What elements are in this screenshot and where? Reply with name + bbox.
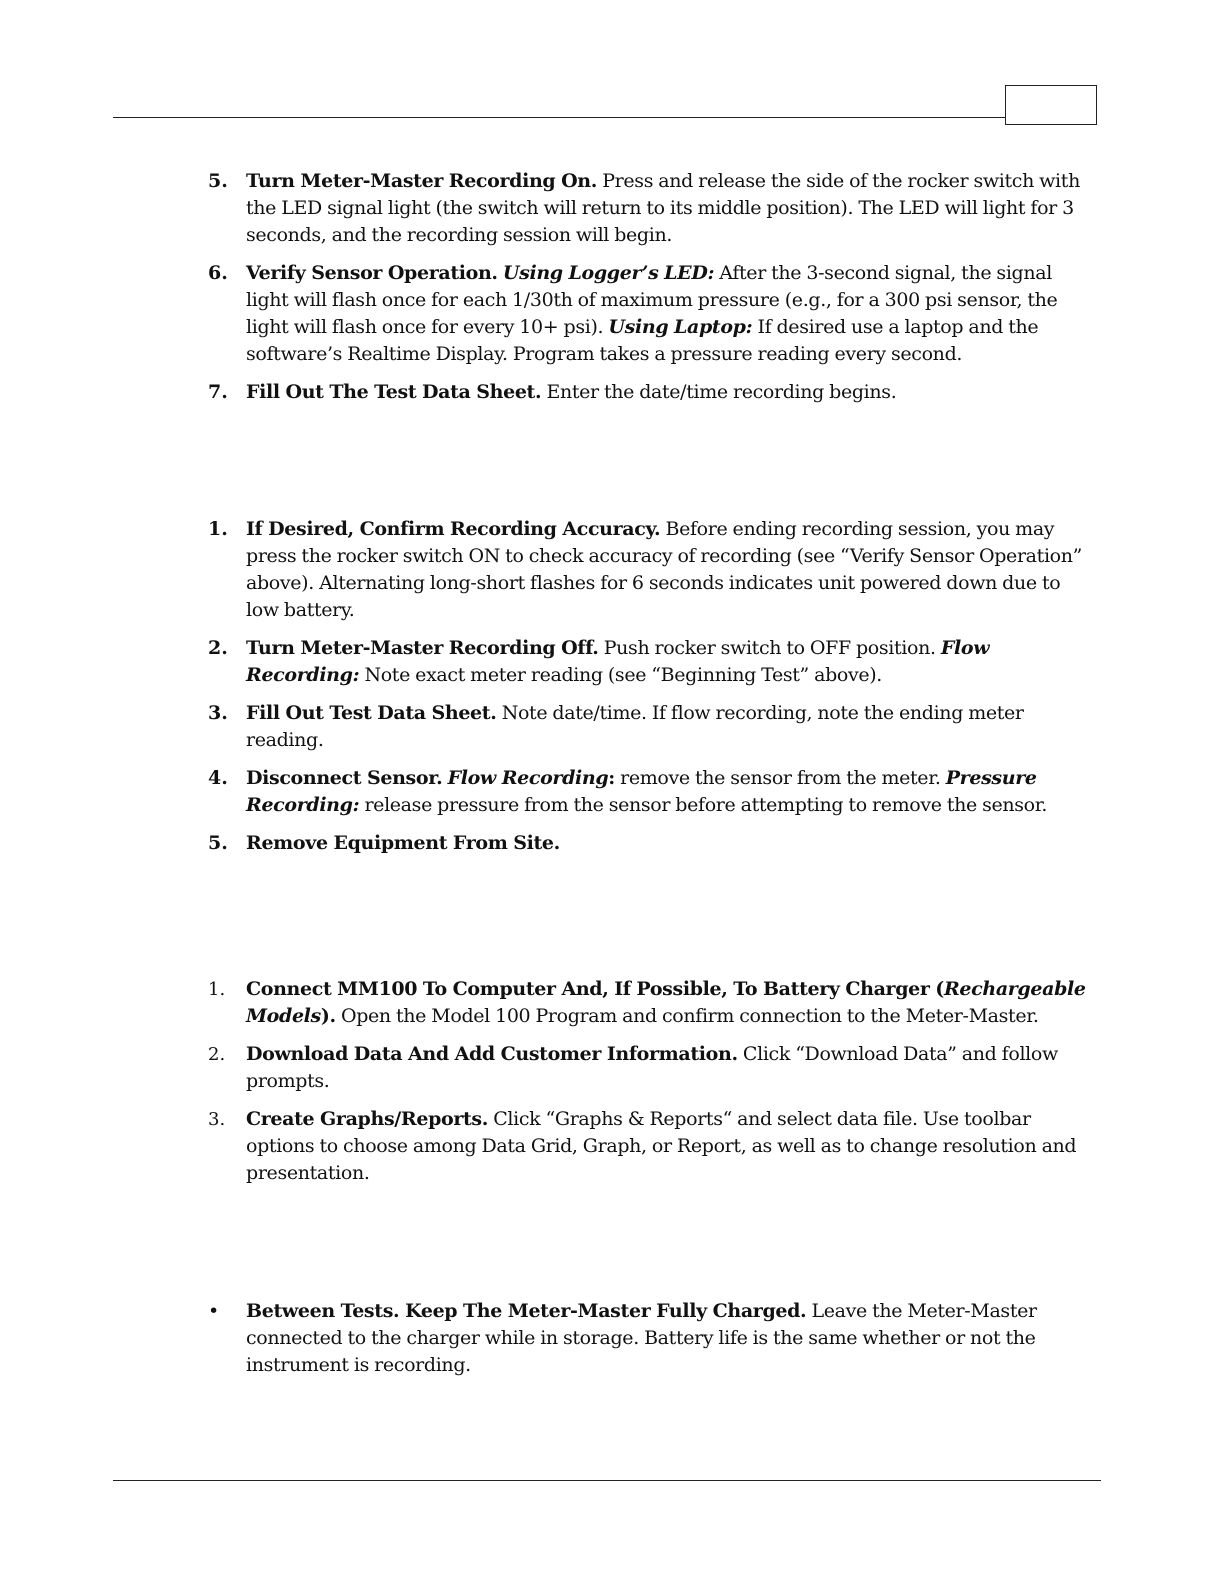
item-number: 4. xyxy=(208,767,228,789)
item-title: Connect MM100 To Computer And, If Possible, To Battery Charger ( xyxy=(246,978,944,1000)
item-text xyxy=(246,168,1096,249)
item-title: Fill Out The Test Data Sheet. xyxy=(246,381,542,403)
item-text xyxy=(246,700,1096,754)
item-text xyxy=(246,635,1096,689)
list-item xyxy=(0,765,1225,819)
item-number: 3. xyxy=(208,1109,226,1130)
item-body: Before ending recording session, you may press the rocker switch ON to check accuracy of recording (see “Verify Sensor Operation” above). Alternating long-short flashes for 6 seconds indicates unit powered down due to low battery. xyxy=(246,518,1083,621)
list-item xyxy=(0,830,1225,857)
item-body: Open the Model 100 Program and confirm connection to the Meter-Master. xyxy=(335,1005,1039,1027)
item-text xyxy=(246,765,1096,819)
bullet-icon: • xyxy=(208,1300,220,1322)
item-subheading: Using Laptop: xyxy=(608,316,753,338)
list-item xyxy=(0,976,1225,1030)
item-title: Turn Meter-Master Recording Off. xyxy=(246,637,599,659)
item-number: 1. xyxy=(208,518,228,540)
footer-rule xyxy=(113,1480,1101,1481)
item-text xyxy=(246,379,1096,406)
list-item xyxy=(0,1106,1225,1187)
page-number-box xyxy=(1005,85,1097,125)
item-number: 2. xyxy=(208,637,228,659)
item-body: release pressure from the sensor before attempting to remove the sensor. xyxy=(359,794,1048,816)
item-text xyxy=(246,976,1096,1030)
item-body: Note date/time. If flow recording, note the ending meter reading. xyxy=(246,702,1024,751)
item-body: Leave the Meter-Master connected to the charger while in storage. Battery life is the same whether or not the instrument is recording. xyxy=(246,1300,1037,1376)
item-subheading: Flow Recording xyxy=(447,767,609,789)
item-colon: : xyxy=(608,767,615,789)
list-item xyxy=(0,700,1225,754)
list-item xyxy=(0,379,1225,406)
list-item xyxy=(0,260,1225,368)
item-title: Verify Sensor Operation. xyxy=(246,262,498,284)
item-title: Between Tests. Keep The Meter-Master Fully Charged. xyxy=(246,1300,807,1322)
list-item xyxy=(0,516,1225,624)
header-rule xyxy=(113,117,1006,118)
storage-bullet-list xyxy=(0,1298,1225,1390)
setup-steps-list xyxy=(0,168,1225,417)
list-item xyxy=(0,635,1225,689)
list-item xyxy=(0,1041,1225,1095)
item-subheading: Rechargeable Models xyxy=(246,978,1086,1027)
item-text xyxy=(246,1298,1096,1379)
item-title-end: ). xyxy=(320,1005,336,1027)
item-title: If Desired, Confirm Recording Accuracy. xyxy=(246,518,661,540)
item-text xyxy=(246,1106,1096,1187)
list-item xyxy=(0,168,1225,249)
item-body: After the 3-second signal, the signal light will flash once for each 1/30th of maximum pressure (e.g., for a 300 psi sensor, the light will flash once for every 10+ psi). xyxy=(246,262,1058,338)
item-title: Create Graphs/Reports. xyxy=(246,1108,489,1130)
item-subheading: Flow Recording: xyxy=(246,637,990,686)
item-body: remove the sensor from the meter. xyxy=(614,767,946,789)
item-subheading: Using Logger’s LED: xyxy=(502,262,715,284)
item-body: Enter the date/time recording begins. xyxy=(541,381,897,403)
item-body: Note exact meter reading (see “Beginning Test” above). xyxy=(359,664,882,686)
item-text xyxy=(246,1041,1096,1095)
item-number: 1. xyxy=(208,979,226,1000)
item-title: Download Data And Add Customer Information. xyxy=(246,1043,738,1065)
download-steps-list xyxy=(0,976,1225,1198)
item-number: 6. xyxy=(208,262,228,284)
item-subheading: Pressure Recording: xyxy=(246,767,1037,816)
item-number: 2. xyxy=(208,1044,226,1065)
item-number: 3. xyxy=(208,702,228,724)
item-title: Fill Out Test Data Sheet. xyxy=(246,702,497,724)
item-text xyxy=(246,516,1096,624)
item-body: Click “Graphs & Reports“ and select data file. Use toolbar options to choose among Data Grid, Graph, or Report, as well as to change resolution and presentation. xyxy=(246,1108,1077,1184)
item-body: Click “Download Data” and follow prompts. xyxy=(246,1043,1058,1092)
item-text xyxy=(246,830,1096,857)
item-number: 7. xyxy=(208,381,228,403)
list-item xyxy=(0,1298,1225,1379)
item-body: If desired use a laptop and the software’s Realtime Display. Program takes a pressure reading every second. xyxy=(246,316,1039,365)
item-body: Push rocker switch to OFF position. xyxy=(598,637,941,659)
item-title: Disconnect Sensor. xyxy=(246,767,443,789)
item-title: Remove Equipment From Site. xyxy=(246,832,560,854)
item-body: Press and release the side of the rocker switch with the LED signal light (the switch will return to its middle position). The LED will light for 3 seconds, and the recording session will begin. xyxy=(246,170,1080,246)
item-text xyxy=(246,260,1096,368)
item-number: 5. xyxy=(208,832,228,854)
ending-steps-list xyxy=(0,516,1225,868)
item-title: Turn Meter-Master Recording On. xyxy=(246,170,598,192)
item-number: 5. xyxy=(208,170,228,192)
